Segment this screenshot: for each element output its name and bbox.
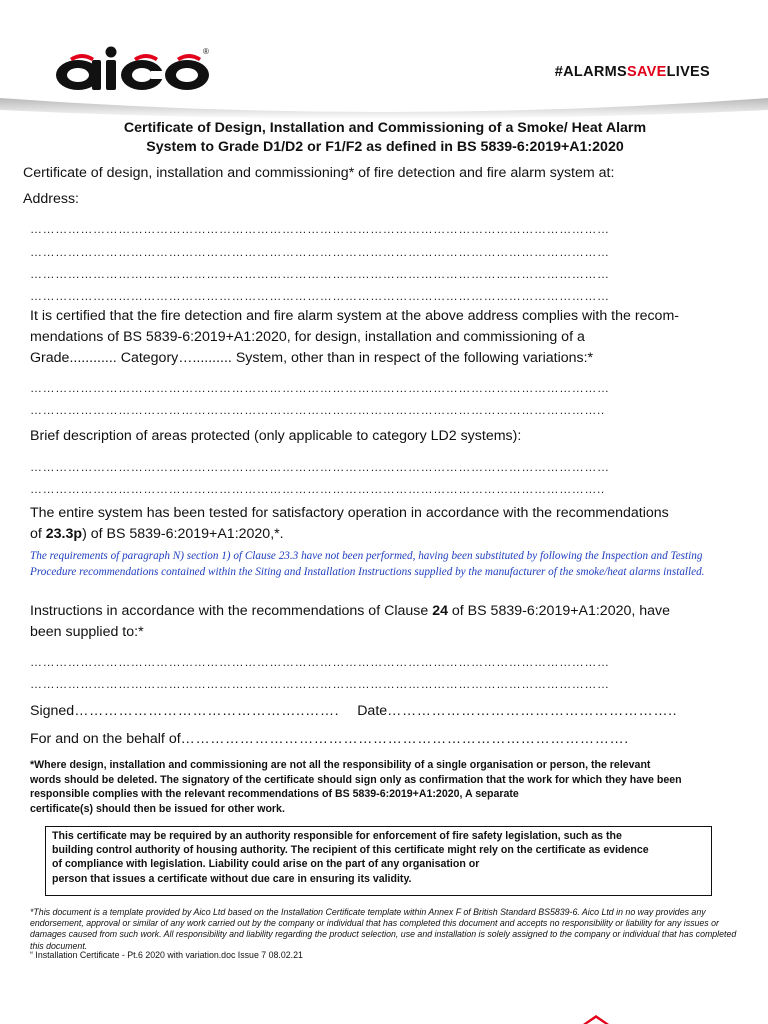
tested-paragraph: The entire system has been tested for satisfactory operation in accordance with the recommendations of 23.3p) of BS 5839-6:2019+A1:2020,*. xyxy=(30,505,669,542)
inspection-note: The requirements of paragraph N) section 1) of Clause 23.3 have not been performed, having been substituted by following the Inspection and Testing Procedure recommendations contained within the Siting and Installation Instructions supplied by the manufacturer of the smoke/heat alarms installed. xyxy=(30,550,705,578)
supplied-to-line-2[interactable]: ………………………………………………………………………………………………………………………… xyxy=(30,677,610,691)
signed-field[interactable]: ………………………………………..……. xyxy=(74,703,340,719)
page-header xyxy=(0,0,768,118)
date-label: Date xyxy=(357,703,388,719)
areas-line-2[interactable]: ……………………………………………………………………………………………………………………….. xyxy=(30,482,605,496)
certificate-title: Certificate of Design, Installation and Commissioning of a Smoke/ Heat Alarm System to Grade D1/D2 or F1/F2 as defined in BS 5839-6:2019+A1:2020 xyxy=(123,120,647,155)
behalf-label: For and on the behalf of xyxy=(30,731,181,747)
clause-24: 24 xyxy=(432,603,448,619)
date-field[interactable]: ………………………………………………….. xyxy=(387,703,678,719)
grade-field[interactable]: ............ xyxy=(69,350,117,366)
address-line-1[interactable]: ………………………………………………………………………………………………………………………… xyxy=(30,222,610,236)
footer-chevron-icon xyxy=(583,1014,609,1024)
template-disclaimer: *This document is a template provided by Aico Ltd based on the Installation Certificate template within Annex F of British Standard BS5839-6. Aico Ltd in no way provides any endorsement, approval or similar of any work carried out by the company or individual that has completed this document and accepts no responsibility or liability for any issues or damages caused from such work. All responsibility and liability regarding the product selection, use and installation is solely assigned to the company or individual that has completed this document. xyxy=(30,907,737,951)
behalf-row xyxy=(30,729,740,750)
enforcement-notice-box: This certificate may be required by an authority responsible for enforcement of fire safety legislation, such as the building control authority of housing authority. The recipient of this certificate might rely on the certificate as evidence of compliance with legislation. Liability could arise on the part of any organisation or person that issues a certificate without due care in ensuring its validity. xyxy=(45,826,712,896)
address-line-4[interactable]: ………………………………………………………………………………………………………………………… xyxy=(30,289,610,303)
variations-line-1[interactable]: ………………………………………………………………………………………………………………………… xyxy=(30,381,610,395)
intro-text: Certificate of design, installation and commissioning* of fire detection and fire alarm system at: xyxy=(23,165,615,181)
document-reference: “ Installation Certificate - Pt.6 2020 with variation.doc Issue 7 08.02.21 xyxy=(30,950,303,960)
variations-line-2[interactable]: ……………………………………………………………………………………………………………………….. xyxy=(30,403,605,417)
instructions-paragraph: Instructions in accordance with the recommendations of Clause 24 of BS 5839-6:2019+A1:2020, have been supplied to:* xyxy=(30,603,671,640)
deletion-note: *Where design, installation and commissioning are not all the responsibility of a single organisation or person, the relevant words should be deleted. The signatory of the certificate should sign only as confirmation that the work for which they have been responsible complies with the relevant recommendations of BS 5839-6:2019+A1:2020, A separate certificate(s) should then be issued for other work. xyxy=(30,759,682,815)
signed-row xyxy=(30,701,740,722)
address-line-3[interactable]: ………………………………………………………………………………………………………………………… xyxy=(30,267,610,281)
hashtag-alarms-save-lives: #ALARMSSAVELIVES xyxy=(554,64,710,80)
aico-logo xyxy=(52,44,212,94)
behalf-field[interactable]: ………………………………………………………………………………. xyxy=(180,731,629,747)
address-label: Address: xyxy=(23,191,79,207)
brief-description-label: Brief description of areas protected (only applicable to category LD2 systems): xyxy=(30,428,522,444)
certified-paragraph: It is certified that the fire detection and fire alarm system at the above address complies with the recom- mendations of BS 5839-6:2019+A1:2020, for design, installation and commissioning of a Grade............ Category….......... System, other than in respect of the following variations:* xyxy=(30,308,679,366)
areas-line-1[interactable]: ………………………………………………………………………………………………………………………… xyxy=(30,460,610,474)
category-field[interactable]: ….......... xyxy=(178,350,232,366)
signed-label: Signed xyxy=(30,703,75,719)
supplied-to-line-1[interactable]: ………………………………………………………………………………………………………………………… xyxy=(30,655,610,669)
registered-mark: ® xyxy=(203,47,209,56)
clause-23-3p: 23.3p xyxy=(45,526,83,542)
address-line-2[interactable]: ………………………………………………………………………………………………………………………… xyxy=(30,245,610,259)
